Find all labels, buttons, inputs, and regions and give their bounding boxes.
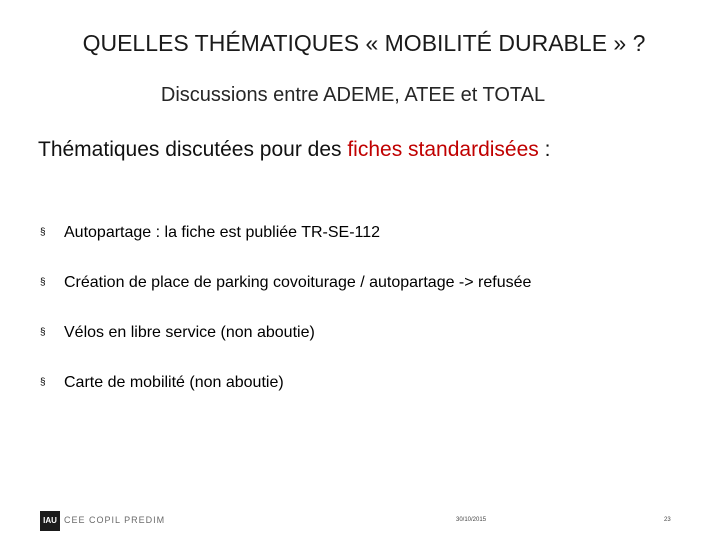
- slide-title: QUELLES THÉMATIQUES « MOBILITÉ DURABLE » ?: [82, 30, 646, 56]
- bullet-text: Carte de mobilité (non aboutie): [64, 374, 284, 391]
- bullet-icon: §: [40, 377, 46, 388]
- page-number: 23: [664, 517, 671, 523]
- list-item: [40, 371, 531, 421]
- heading-prefix: Thématiques discutées pour des: [38, 138, 348, 161]
- bullet-icon: §: [40, 277, 46, 288]
- footer-date: 30/10/2015: [456, 517, 487, 523]
- section-heading: [38, 138, 550, 162]
- bullet-text: Vélos en libre service (non aboutie): [64, 324, 315, 341]
- bullet-text: Autopartage : la fiche est publiée TR-SE-112: [64, 224, 381, 241]
- bullet-list: [40, 221, 531, 421]
- heading-suffix: :: [538, 138, 551, 161]
- heading-highlight: fiches standardisées: [347, 138, 539, 161]
- slide-subtitle: Discussions entre ADEME, ATEE et TOTAL: [160, 84, 546, 106]
- bullet-icon: §: [40, 227, 46, 238]
- list-item: [40, 321, 531, 371]
- slide-footer: [0, 509, 720, 533]
- bullet-icon: §: [40, 327, 46, 338]
- list-item: [40, 271, 531, 321]
- iau-logo: IAU: [40, 511, 60, 531]
- footer-label: CEE COPIL PREDIM: [64, 515, 166, 525]
- list-item: [40, 221, 531, 271]
- bullet-text: Création de place de parking covoiturage / autopartage -> refusée: [64, 274, 532, 291]
